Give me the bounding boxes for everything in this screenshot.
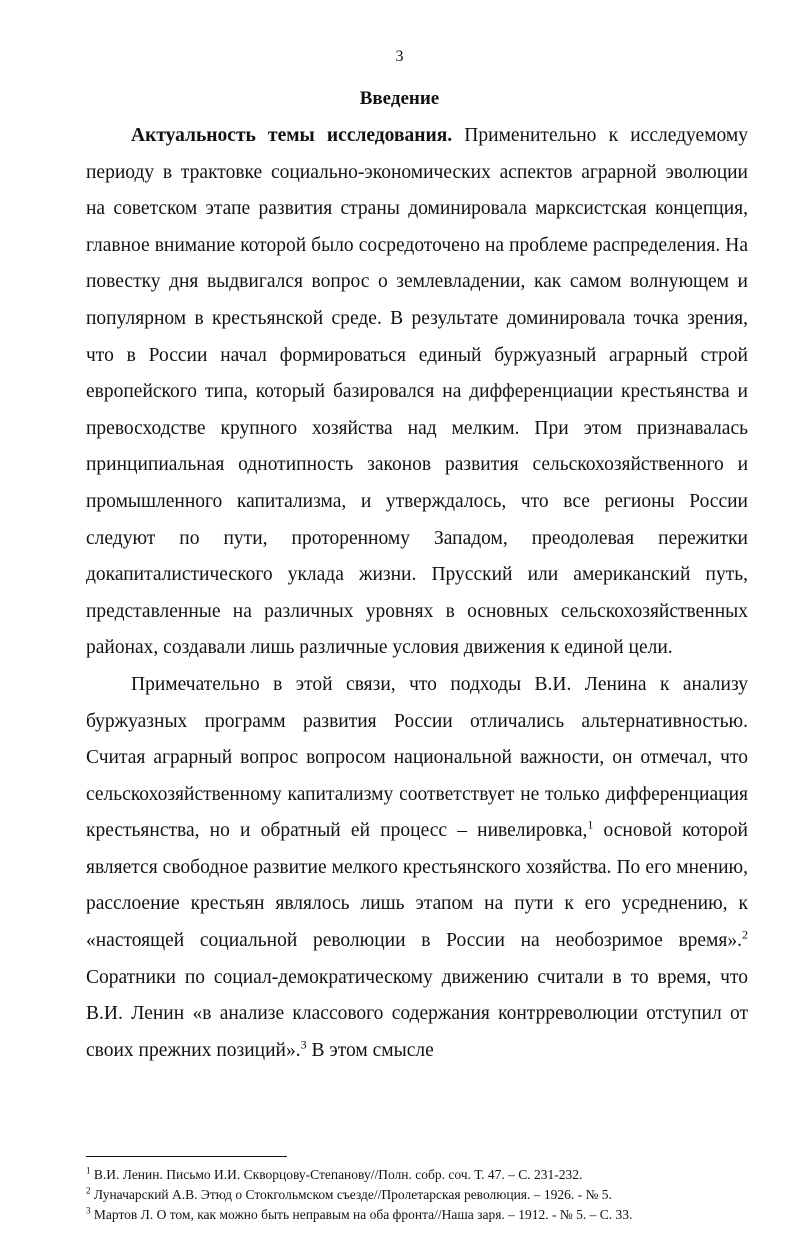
footnote-ref-2[interactable]: 2 <box>742 927 748 942</box>
footnote-number: 2 <box>86 1185 91 1196</box>
paragraph-lenin-part1: Примечательно в этой связи, что подходы В.И. Ленина к анализу буржуазных программ развития России отличались альтернативностью. Считая аграрный вопрос вопросом национальной важности, он отмечал, что сельскохозяйственному капитализму соответствует не только дифференциация крестьянства, но и обратный ей процесс – нивелировка, <box>86 673 748 842</box>
footnote-text: В.И. Ленин. Письмо И.И. Скворцову-Степанову//Полн. собр. соч. Т. 47. – С. 231-232. <box>93 1167 583 1182</box>
footnote-number: 3 <box>86 1205 91 1216</box>
paragraph-relevance-text: Применительно к исследуемому периоду в трактовке социально-экономических аспектов аграрной эволюции на советском этапе развития страны доминировала марксистская концепция, главное внимание которой было сосредоточено на проблеме распределения. На повестку дня выдвигался вопрос о землевладении, как самом волнующем и популярном в крестьянской среде. В результате доминировала точка зрения, что в России начал формироваться единый буржуазный аграрный строй европейского типа, который базировался на дифференциации крестьянства и превосходстве крупного хозяйства над мелким. При этом признавалась принципиальная однотипность законов развития сельскохозяйственного и промышленного капитализма, и утверждалось, что все регионы России следуют по пути, проторенному Западом, преодолевая пережитки докапиталистического уклада жизни. Прусский или американский путь, представленные на различных уровнях в основных сельскохозяйственных районах, создавали лишь различные условия движения к единой цели. <box>86 125 748 659</box>
footnote-ref-1[interactable]: 1 <box>587 817 594 832</box>
footnote-ref-3[interactable]: 3 <box>300 1037 307 1052</box>
footnote-2 <box>86 1185 766 1205</box>
footnote-text: Мартов Л. О том, как можно быть неправым на оба фронта//Наша заря. – 1912. - № 5. – С. 33. <box>93 1207 633 1222</box>
paragraph-lenin-part2: основой которой является свободное развитие мелкого крестьянского хозяйства. По его мнению, расслоение крестьян являлось лишь этапом на пути к его усреднению, к «настоящей социальной революции в России на необозримое время». <box>86 820 748 952</box>
footnote-3 <box>86 1205 766 1225</box>
footnote-1 <box>86 1165 766 1185</box>
paragraph-lead: Актуальность темы исследования. <box>131 125 453 146</box>
footnote-text: Луначарский А.В. Этюд о Стокгольмском съезде//Пролетарская революция. – 1926. - № 5. <box>93 1187 612 1202</box>
footnote-divider <box>86 1156 287 1157</box>
footnote-number: 1 <box>86 1165 91 1176</box>
paragraph-lenin-part3: Соратники по социал-демократическому движению считали в то время, что В.И. Ленин «в анализе классового содержания контрреволюции отступил от своих прежних позиций». <box>86 966 748 1061</box>
body-text <box>86 118 748 1069</box>
paragraph-lenin-part4: В этом смысле <box>306 1039 434 1061</box>
paragraph-relevance <box>86 118 748 667</box>
page-number: 3 <box>395 48 404 65</box>
section-title: Введение <box>359 88 440 109</box>
paragraph-lenin <box>86 667 748 1070</box>
footnotes <box>86 1165 766 1225</box>
